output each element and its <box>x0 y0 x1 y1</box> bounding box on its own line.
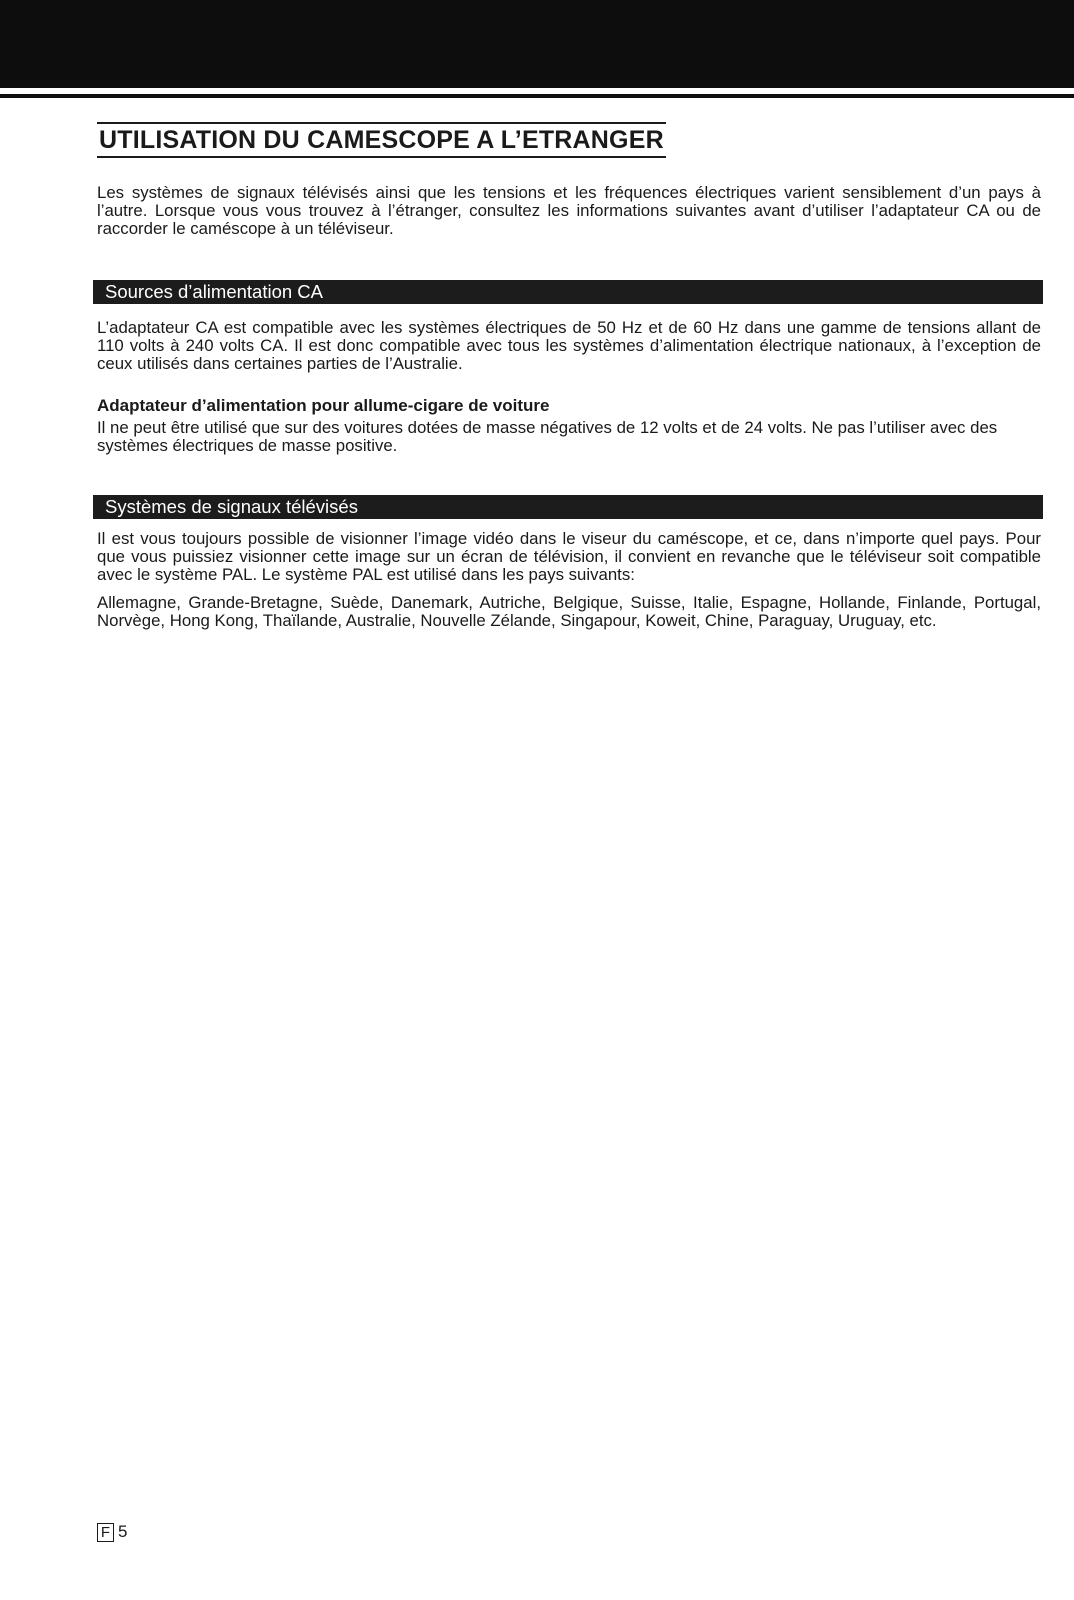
page-number-value: 5 <box>118 1522 128 1541</box>
tv-paragraph: Il est vous toujours possible de visionner l’image vidéo dans le viseur du caméscope, et ce, dans n’importe quel pays. Pour que vous puissiez visionner cette image sur un écran de télévision, il convient en revanche que le téléviseur soit compatible avec le système PAL. Le système PAL est utilisé dans les pays suivants: <box>97 529 1041 584</box>
language-code-box: F <box>97 1523 114 1542</box>
pal-countries-paragraph: Allemagne, Grande-Bretagne, Suède, Danemark, Autriche, Belgique, Suisse, Italie, Espagne, Hollande, Finlande, Portugal, Norvège, Hong Kong, Thaïlande, Australie, Nouvelle Zélande, Singapour, Koweit, Chine, Paraguay, Uruguay, etc. <box>97 593 1041 630</box>
section-title-power: Sources d’alimentation CA <box>105 281 323 302</box>
header-band <box>0 0 1074 88</box>
car-adapter-paragraph: Il ne peut être utilisé que sur des voitures dotées de masse négatives de 12 volts et de 24 volts. Ne pas l’utiliser avec des systèmes électriques de masse positive. <box>97 418 998 455</box>
page-number <box>97 1522 127 1542</box>
car-adapter-subheading: Adaptateur d’alimentation pour allume-cigare de voiture <box>97 396 550 415</box>
power-paragraph: L’adaptateur CA est compatible avec les systèmes électriques de 50 Hz et de 60 Hz dans une gamme de tensions allant de 110 volts à 240 volts CA. Il est donc compatible avec tous les systèmes d’alimentation électrique nationaux, à l’exception de ceux utilisés dans certaines parties de l’Australie. <box>97 318 1041 373</box>
section-title-tv: Systèmes de signaux télévisés <box>105 496 358 517</box>
header-rule <box>0 94 1074 98</box>
section-heading-tv <box>93 495 1043 519</box>
page-title: UTILISATION DU CAMESCOPE A L’ETRANGER <box>97 122 666 158</box>
intro-paragraph: Les systèmes de signaux télévisés ainsi que les tensions et les fréquences électriques varient sensiblement d’un pays à l’autre. Lorsque vous vous trouvez à l’étranger, consultez les informations suivantes avant d’utiliser l’adaptateur CA ou de raccorder le caméscope à un téléviseur. <box>97 183 1041 238</box>
section-heading-power <box>93 280 1043 304</box>
